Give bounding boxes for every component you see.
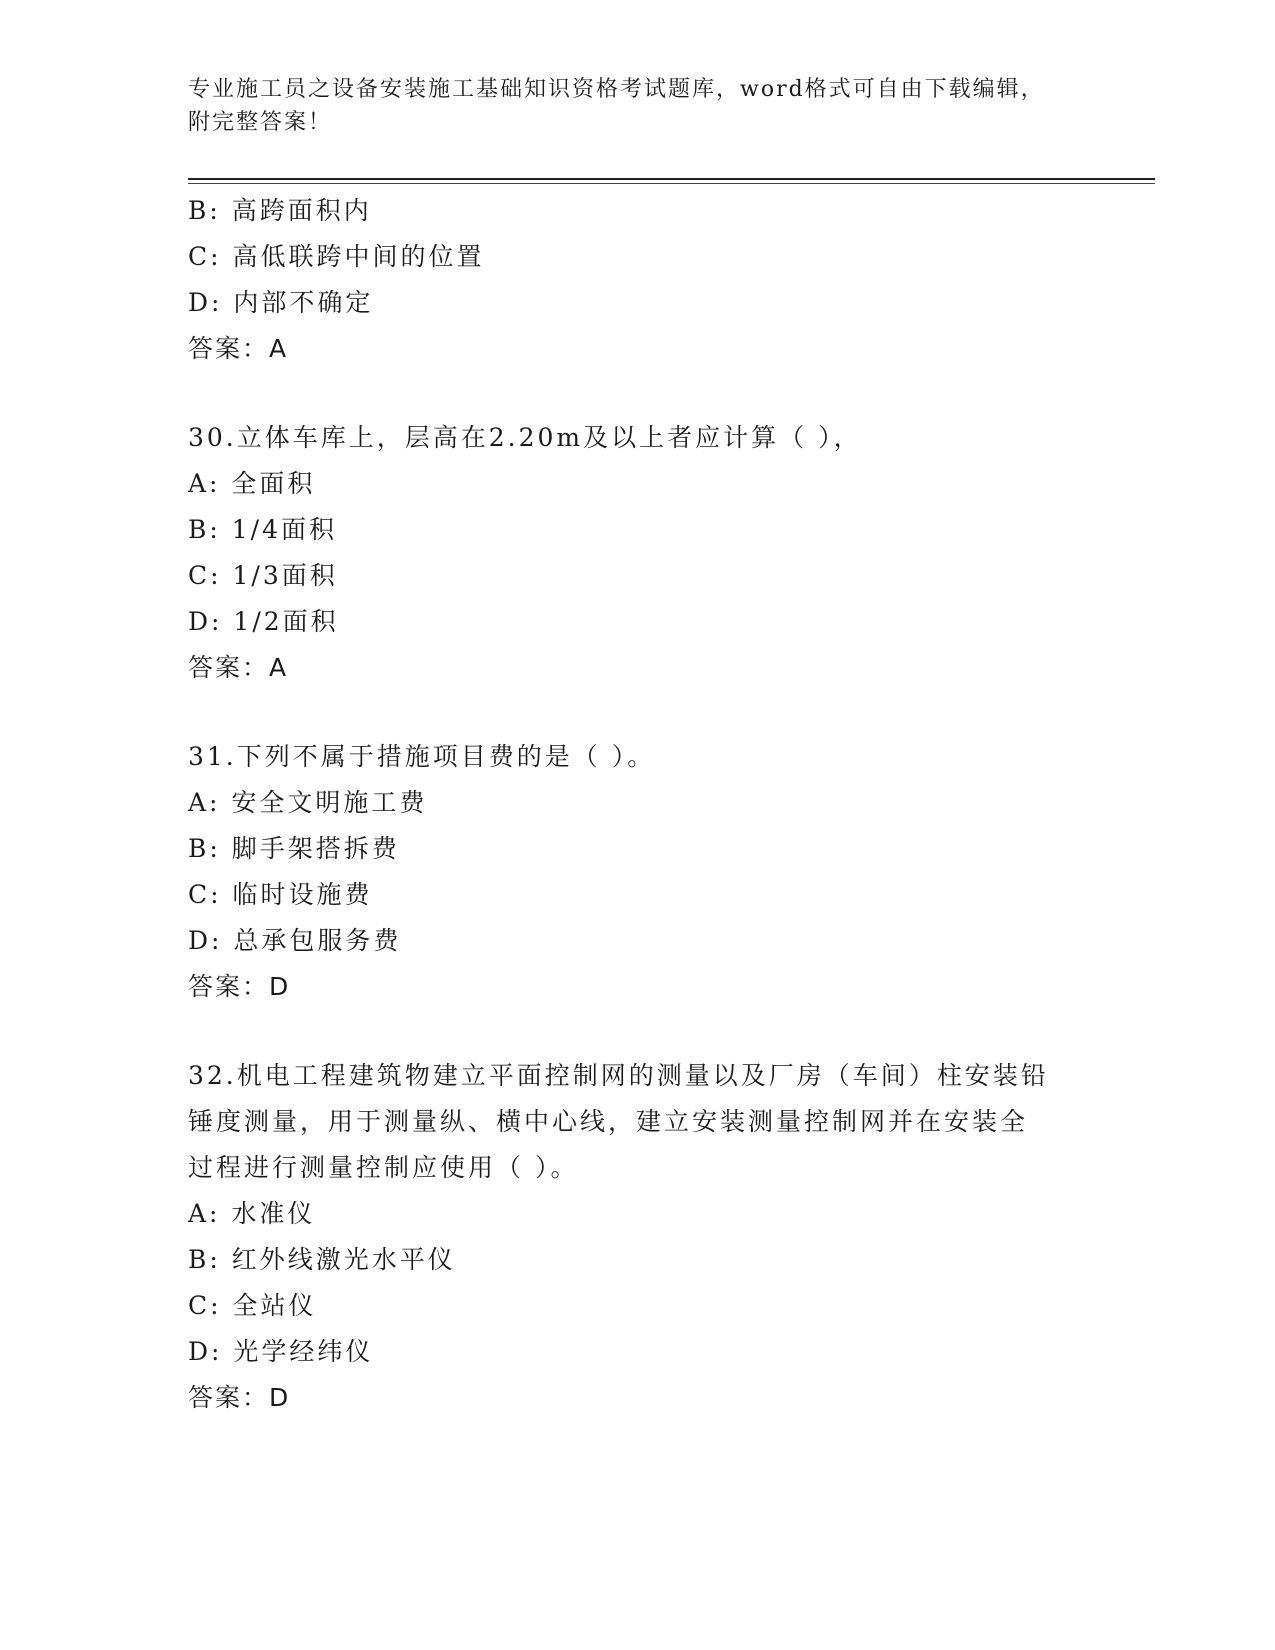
question-text-line: 锤度测量，用于测量纵、横中心线，建立安装测量控制网并在安装全 [188,1107,1029,1136]
option-a: A: 全面积 [188,469,316,498]
answer: 答案：D [188,1383,291,1412]
question-block-31 [188,734,1088,1010]
question-text [188,734,1088,780]
option-b: B: 1/4面积 [188,515,337,544]
option-a: A: 水准仪 [188,1199,316,1228]
option-c: C: 高低联跨中间的位置 [188,242,485,271]
question-text-line: 32.机电工程建筑物建立平面控制网的测量以及厂房（车间）柱安装铅 [188,1061,1049,1090]
question-block-30 [188,415,1088,691]
option-d: D: 内部不确定 [188,288,374,317]
option-c: C: 1/3面积 [188,561,338,590]
answer: 答案：D [188,972,291,1001]
option-d: D: 1/2面积 [188,607,339,636]
question-block-32 [188,1053,1088,1421]
question-content [188,188,1088,1421]
question-text-line: 过程进行测量控制应使用（ ）。 [188,1153,579,1182]
option-d: D: 光学经纬仪 [188,1337,374,1366]
question-block-partial [188,188,1088,372]
option-b: B: 脚手架搭拆费 [188,834,400,863]
question-text-line: 30.立体车库上，层高在2.20m及以上者应计算（ ）， [188,423,862,452]
answer: 答案：A [188,334,289,363]
question-text [188,415,1088,461]
question-text [188,1053,1088,1191]
page-header [188,73,1088,139]
option-b: B: 红外线激光水平仪 [188,1245,456,1274]
option-c: C: 临时设施费 [188,880,373,909]
option-a: A: 安全文明施工费 [188,788,428,817]
header-line-1: 专业施工员之设备安装施工基础知识资格考试题库，word格式可自由下载编辑， [188,77,1045,102]
header-divider-thin [188,183,1155,184]
option-b: B: 高跨面积内 [188,196,372,225]
header-line-2: 附完整答案！ [188,110,333,135]
question-text-line: 31.下列不属于措施项目费的是（ ）。 [188,742,656,771]
header-divider-thick [188,178,1155,180]
answer: 答案：A [188,653,289,682]
option-d: D: 总承包服务费 [188,926,402,955]
option-c: C: 全站仪 [188,1291,317,1320]
